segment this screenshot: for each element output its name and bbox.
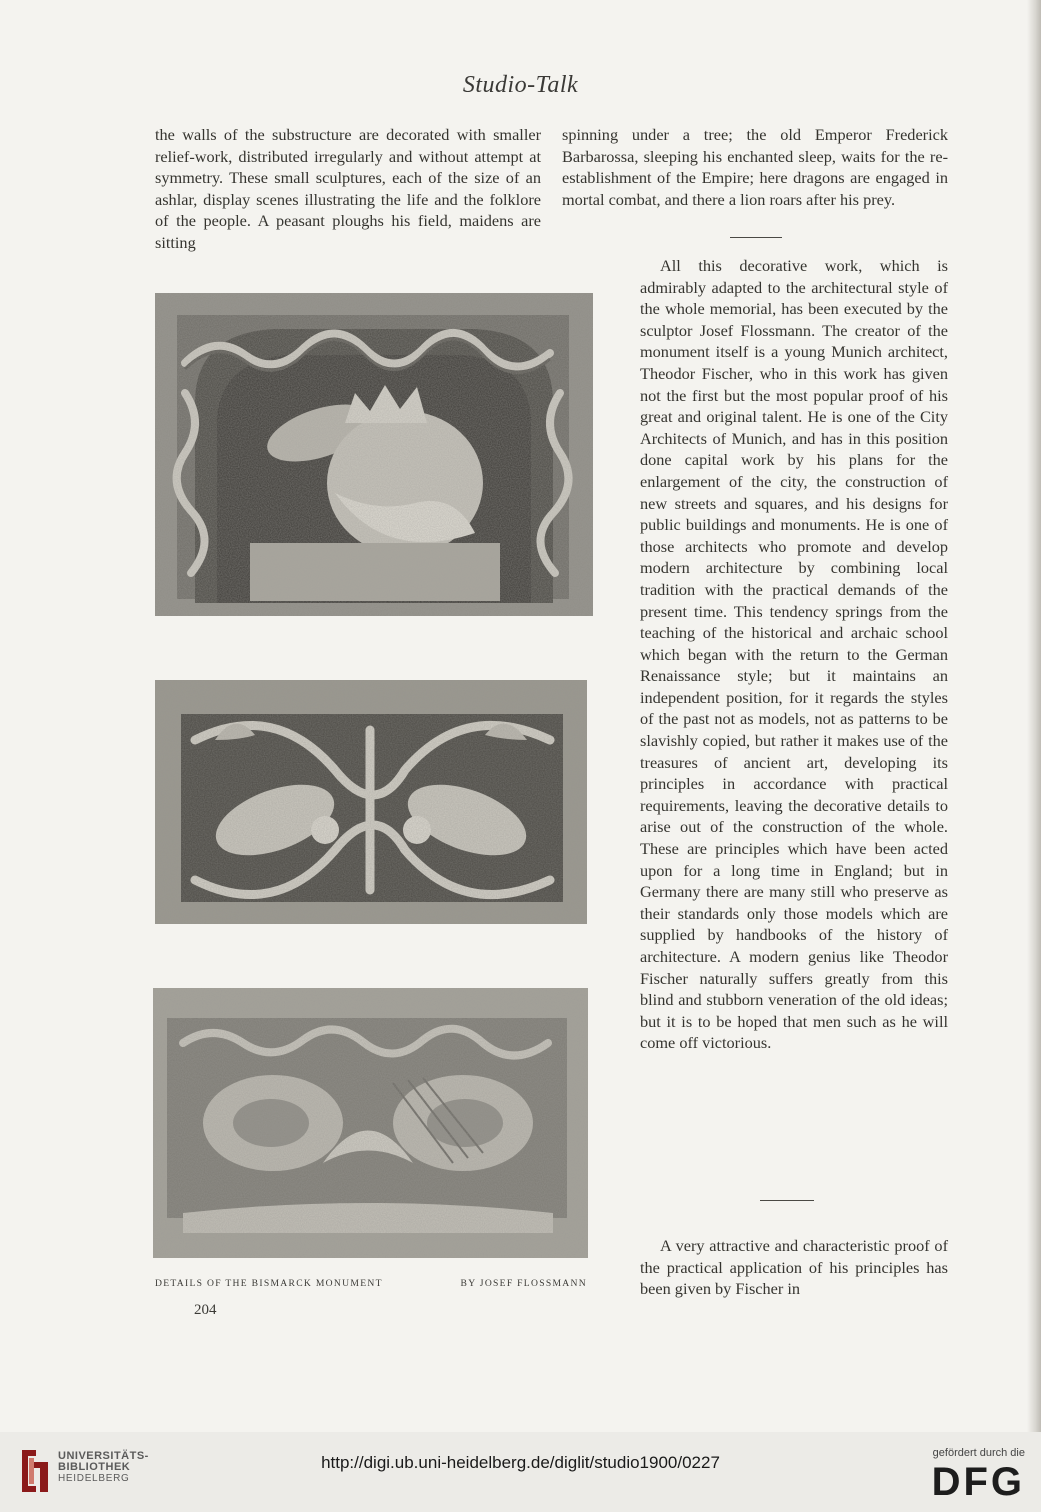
page-edge-shadow — [1027, 0, 1041, 1432]
right-top-paragraph: spinning under a tree; the old Emperor Frederick Barbarossa, sleeping his enchanted sleep, waits for the re-establishment of the Empire; here dragons are engaged in mortal combat, and there a lion roars after his prey. — [562, 125, 948, 209]
page-number: 204 — [194, 1302, 217, 1318]
plate-caption — [155, 1278, 587, 1289]
barbarossa-relief-image — [155, 293, 593, 616]
library-name-line1: UNIVERSITÄTS- — [58, 1450, 149, 1462]
relief-plate-dragons — [153, 988, 588, 1258]
sponsor-label: gefördert durch die — [932, 1447, 1025, 1459]
right-column-bottom-text — [640, 1235, 948, 1300]
cocks-relief-image — [155, 680, 587, 924]
dragons-relief-image — [153, 988, 588, 1258]
caption-title: DETAILS OF THE BISMARCK MONUMENT — [155, 1278, 383, 1289]
caption-credit: BY JOSEF FLOSSMANN — [460, 1278, 587, 1289]
running-title: Studio-Talk — [462, 72, 579, 98]
dfg-logo: DFG — [931, 1460, 1025, 1504]
relief-plate-barbarossa — [155, 293, 593, 616]
relief-plate-cocks — [155, 680, 587, 924]
closing-paragraph: A very attractive and characteristic proof of the practical application of his principles has been given by Fischer in — [640, 1236, 948, 1299]
library-name-line3: HEIDELBERG — [58, 1473, 130, 1484]
permalink-url[interactable]: http://digi.ub.uni-heidelberg.de/diglit/studio1900/0227 — [321, 1453, 720, 1472]
left-paragraph: the walls of the substructure are decorated with smaller relief-work, distributed irregularly and without attempt at symmetry. These small sculptures, each of the size of an ashlar, display scenes illustrating the life and the folklore of the people. A peasant ploughs his field, maidens are sitting — [155, 125, 541, 252]
left-column-text — [155, 124, 541, 254]
library-name-line2: BIBLIOTHEK — [58, 1461, 131, 1473]
right-column-main-text — [640, 255, 948, 1054]
section-divider — [760, 1200, 814, 1201]
right-column-top-text — [562, 124, 948, 210]
section-divider — [730, 237, 782, 238]
main-paragraph: All this decorative work, which is admirably adapted to the architectural style of the whole memorial, has been executed by the sculptor Josef Flossmann. The creator of the monument itself is a young Munich architect, Theodor Fischer, who in this work has given not the first but the most popular proof of his great and original talent. He is one of the City Architects of Munich, and has in this position done capital work by his plans for the enlargement of the city, the construction of new streets and squares, and his designs for public buildings and monuments. He is one of those architects who promote and develop modern architecture by combining local tradition with the practical demands of the present time. This tendency springs from the teaching of the historical and archaic school which began with the return to the German Renaissance style; but it maintains an independent position, for it regards the styles of the past not as models, not as patterns to be slavishly copied, but rather it makes use of the treasures of ancient art, developing its principles in accordance with practical requirements, leaving the decorative details to arise out of the construction of the whole. These are principles which have been acted upon for a long time in England; but in Germany there are many still who preserve as their standards only those models which are supplied by handbooks of the history of architecture. A modern genius like Theodor Fischer naturally suffers greatly from this blind and stubborn veneration of the old ideas; but it is to be hoped that men such as he will come off victorious. — [640, 256, 948, 1053]
